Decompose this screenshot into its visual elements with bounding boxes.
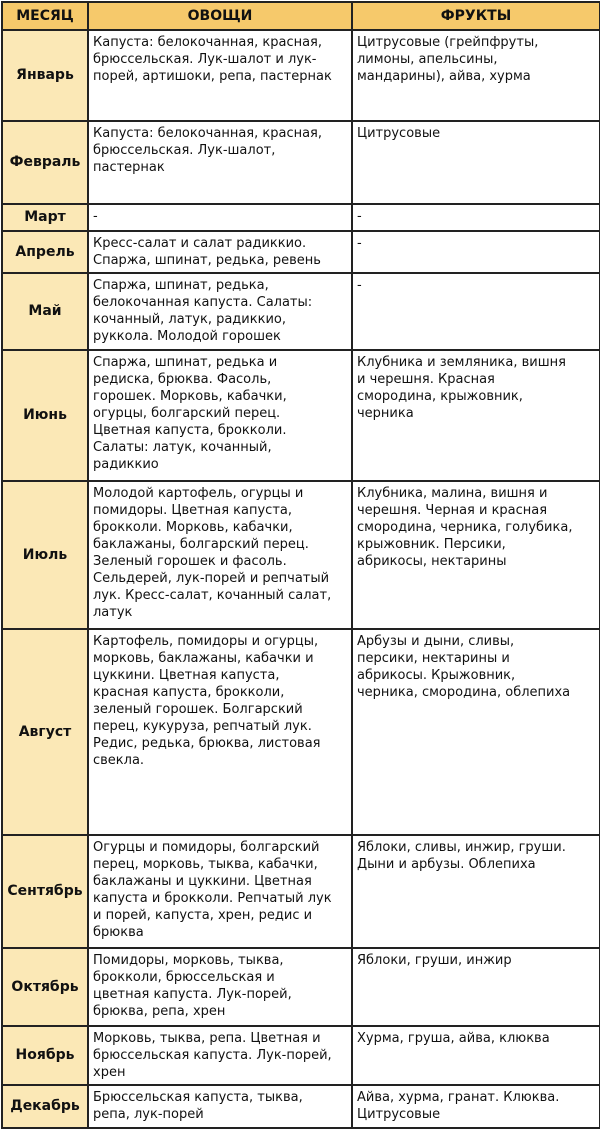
fruits-cell: Яблоки, сливы, инжир, груши. Дыни и арбузы. Облепиха [352, 835, 600, 948]
month-cell: Июнь [2, 350, 88, 481]
table-row [2, 1026, 600, 1085]
month-cell: Октябрь [2, 948, 88, 1026]
table-row [2, 121, 600, 204]
vegetables-cell: Спаржа, шпинат, редька и редиска, брюква. Фасоль, горошек. Морковь, кабачки, огурцы, болгарский перец. Цветная капуста, брокколи. Салаты: латук, кочанный, радиккио [88, 350, 352, 481]
fruits-cell: Хурма, груша, айва, клюква [352, 1026, 600, 1085]
vegetables-cell: Огурцы и помидоры, болгарский перец, морковь, тыква, кабачки, баклажаны и цуккини. Цветная капуста и брокколи. Репчатый лук и порей, капуста, хрен, редис и брюква [88, 835, 352, 948]
fruits-cell: - [352, 231, 600, 273]
fruits-cell: Цитрусовые [352, 121, 600, 204]
month-cell: Февраль [2, 121, 88, 204]
vegetables-cell: Капуста: белокочанная, красная, брюссельская. Лук-шалот и лук- порей, артишоки, репа, пастернак [88, 30, 352, 121]
table-row [2, 204, 600, 231]
month-cell: Ноябрь [2, 1026, 88, 1085]
table-row [2, 629, 600, 835]
vegetables-cell: Брюссельская капуста, тыква, репа, лук-порей [88, 1085, 352, 1128]
header-vegetables: ОВОЩИ [88, 2, 352, 30]
fruits-cell: Айва, хурма, гранат. Клюква. Цитрусовые [352, 1085, 600, 1128]
month-cell: Август [2, 629, 88, 835]
month-cell: Апрель [2, 231, 88, 273]
month-cell: Декабрь [2, 1085, 88, 1128]
fruits-cell: Клубника и земляника, вишня и черешня. Красная смородина, крыжовник, черника [352, 350, 600, 481]
header-row [2, 2, 600, 30]
vegetables-cell: Кресс-салат и салат радиккио. Спаржа, шпинат, редька, ревень [88, 231, 352, 273]
vegetables-cell: Молодой картофель, огурцы и помидоры. Цветная капуста, брокколи. Морковь, кабачки, баклажаны, болгарский перец. Зеленый горошек и фасоль. Сельдерей, лук-порей и репчатый лук. Кресс-салат, кочанный салат, латук [88, 481, 352, 629]
table-row [2, 835, 600, 948]
fruits-cell: Яблоки, груши, инжир [352, 948, 600, 1026]
table-row [2, 30, 600, 121]
vegetables-cell: Спаржа, шпинат, редька, белокочанная капуста. Салаты: кочанный, латук, радиккио, руккола. Молодой горошек [88, 273, 352, 350]
vegetables-cell: Помидоры, морковь, тыква, брокколи, брюссельская и цветная капуста. Лук-порей, брюква, репа, хрен [88, 948, 352, 1026]
vegetables-cell: - [88, 204, 352, 231]
month-cell: Март [2, 204, 88, 231]
month-cell: Январь [2, 30, 88, 121]
month-cell: Май [2, 273, 88, 350]
header-fruits: ФРУКТЫ [352, 2, 600, 30]
table-row [2, 481, 600, 629]
table-row [2, 1085, 600, 1128]
table-header [2, 2, 600, 30]
table-row [2, 273, 600, 350]
table-body [2, 30, 600, 1128]
table-row [2, 350, 600, 481]
vegetables-cell: Морковь, тыква, репа. Цветная и брюссельская капуста. Лук-порей, хрен [88, 1026, 352, 1085]
vegetables-cell: Картофель, помидоры и огурцы, морковь, баклажаны, кабачки и цуккини. Цветная капуста, красная капуста, брокколи, зеленый горошек. Болгарский перец, кукуруза, репчатый лук. Редис, редька, брюква, листовая свекла. [88, 629, 352, 835]
month-cell: Июль [2, 481, 88, 629]
fruits-cell: Клубника, малина, вишня и черешня. Черная и красная смородина, черника, голубика, крыжовник. Персики, абрикосы, нектарины [352, 481, 600, 629]
header-month: МЕСЯЦ [2, 2, 88, 30]
fruits-cell: Цитрусовые (грейпфруты, лимоны, апельсины, мандарины), айва, хурма [352, 30, 600, 121]
month-cell: Сентябрь [2, 835, 88, 948]
table-row [2, 231, 600, 273]
fruits-cell: Арбузы и дыни, сливы, персики, нектарины и абрикосы. Крыжовник, черника, смородина, облепиха [352, 629, 600, 835]
fruits-cell: - [352, 204, 600, 231]
seasonal-produce-table [1, 1, 600, 1129]
vegetables-cell: Капуста: белокочанная, красная, брюссельская. Лук-шалот, пастернак [88, 121, 352, 204]
fruits-cell: - [352, 273, 600, 350]
table-row [2, 948, 600, 1026]
